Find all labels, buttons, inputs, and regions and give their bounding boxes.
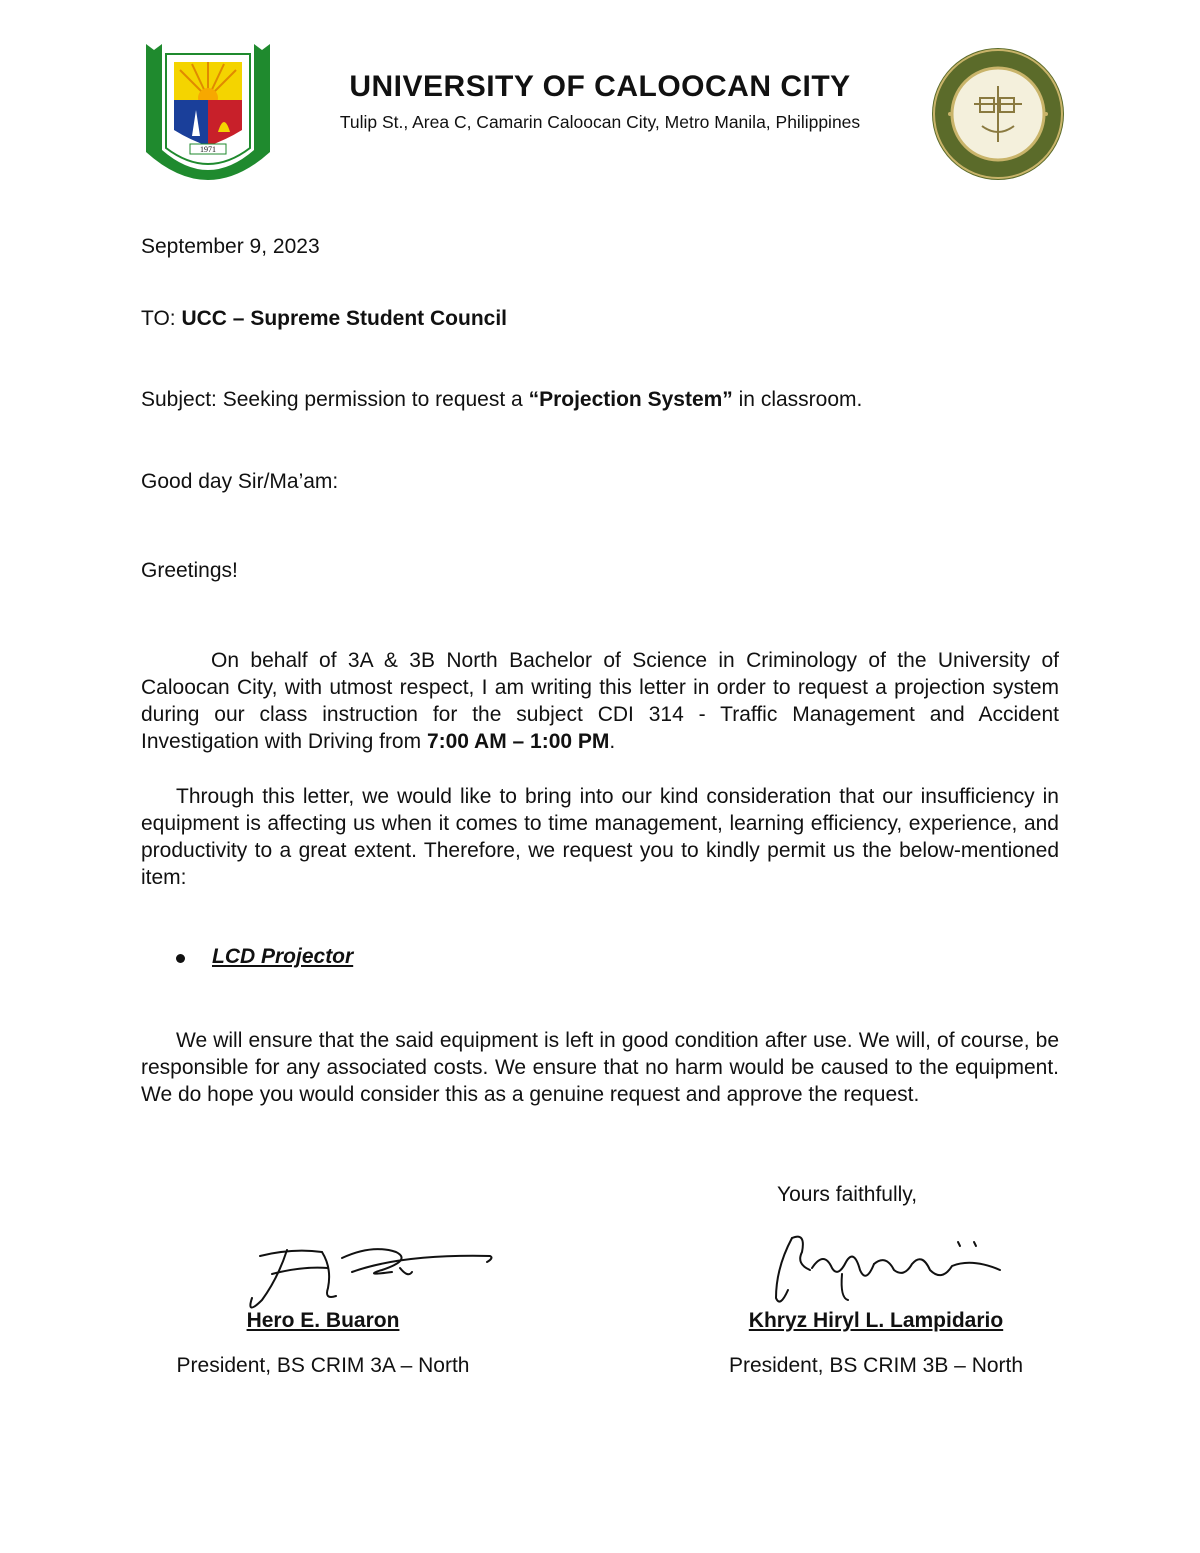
requested-item: LCD Projector bbox=[212, 945, 354, 968]
to-label: TO: bbox=[141, 307, 176, 330]
logo-year: 1971 bbox=[200, 145, 216, 154]
paragraph-request bbox=[141, 647, 1059, 755]
university-name: UNIVERSITY OF CALOOCAN CITY bbox=[349, 70, 851, 103]
signatory-1-role: President, BS CRIM 3A – North bbox=[176, 1354, 470, 1377]
subject-prefix: Subject: Seeking permission to request a bbox=[141, 388, 523, 411]
signatory-2-name: Khryz Hiryl L. Lampidario bbox=[748, 1309, 1004, 1332]
subject-line bbox=[141, 386, 862, 413]
recipient-name: UCC – Supreme Student Council bbox=[181, 307, 507, 330]
paragraph-reason: Through this letter, we would like to bring into our kind consideration that our insufficiency in equipment is affecting us when it comes to time management, learning efficiency, experience, and productivity to a great extent. Therefore, we request you to kindly permit us the below-mentioned item: bbox=[141, 785, 1059, 889]
subject-suffix: in classroom. bbox=[738, 388, 863, 411]
signatory-1-name: Hero E. Buaron bbox=[246, 1309, 400, 1332]
salutation: Good day Sir/Ma’am: bbox=[141, 470, 339, 493]
closing: Yours faithfully, bbox=[777, 1183, 918, 1206]
subject-item: “Projection System” bbox=[528, 388, 733, 411]
university-logo bbox=[140, 40, 276, 180]
greeting: Greetings! bbox=[141, 559, 238, 582]
request-time: 7:00 AM – 1:00 PM bbox=[426, 730, 610, 753]
signature-1 bbox=[232, 1238, 497, 1318]
paragraph-assurance: We will ensure that the said equipment is left in good condition after use. We will, of course, be responsible for any associated costs. We ensure that no harm would be caused to the equipment. We do hope you would consider this as a genuine request and approve the request. bbox=[141, 1029, 1059, 1106]
signature-2 bbox=[762, 1228, 1007, 1318]
bullet-dot bbox=[176, 954, 185, 963]
paragraph-request-end: . bbox=[609, 730, 616, 753]
paragraph-request-text: On behalf of 3A & 3B North Bachelor of Science in Criminology of the University of Caloocan City, with utmost respect, I am writing this letter in order to request a projection system during our class instruction for the subject CDI 314 - Traffic Management and Accident Investigation with Driving from bbox=[141, 649, 1059, 753]
signatory-2-role: President, BS CRIM 3B – North bbox=[728, 1354, 1024, 1377]
recipient-line bbox=[141, 305, 507, 332]
university-address: Tulip St., Area C, Camarin Caloocan City, Metro Manila, Philippines bbox=[339, 112, 861, 132]
letter-date: September 9, 2023 bbox=[141, 235, 320, 258]
